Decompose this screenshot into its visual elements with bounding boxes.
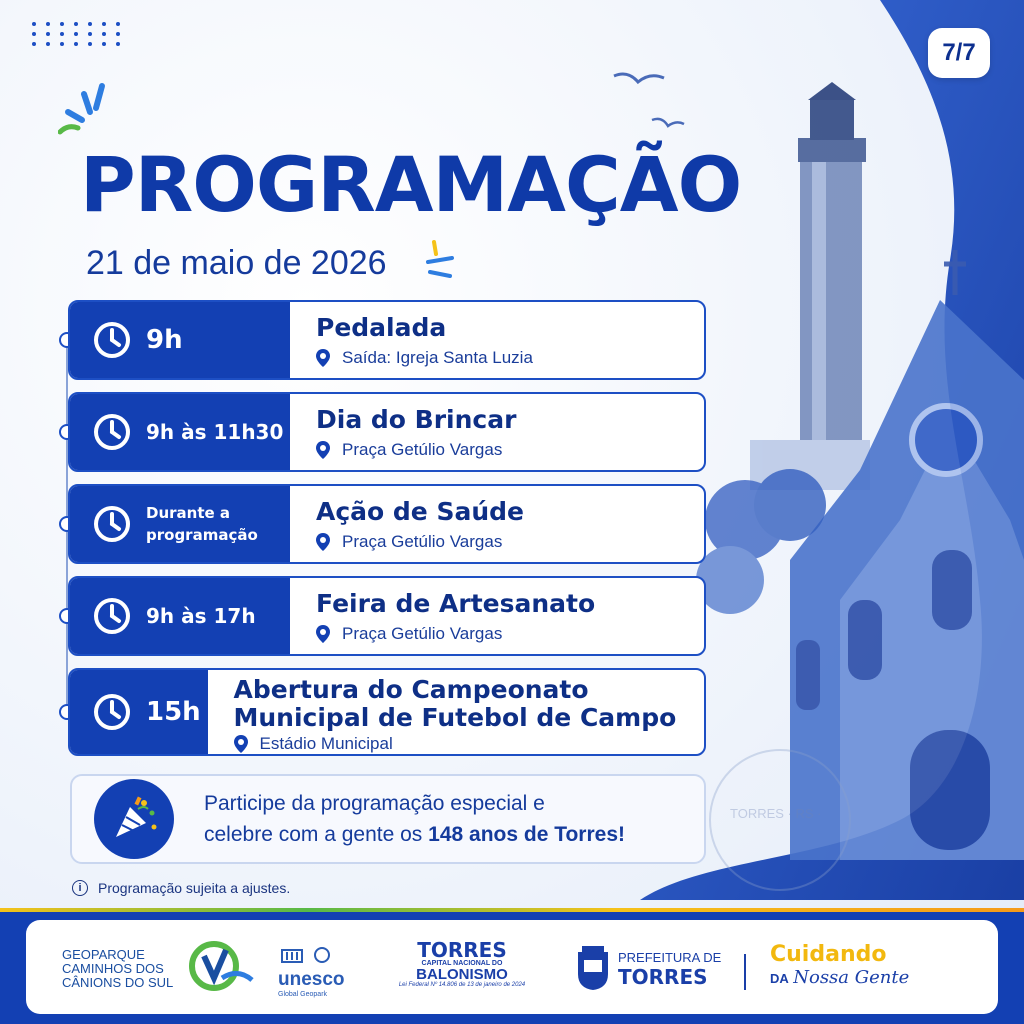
sparkle-icon: [58, 80, 118, 140]
event-location: Praça Getúlio Vargas: [316, 440, 516, 460]
event-card: [68, 300, 706, 380]
banner-line-2: celebre com a gente os 148 anos de Torres!: [204, 823, 625, 846]
footer: [0, 908, 1024, 1024]
location-pin-icon: [316, 349, 330, 367]
event-name: Ação de Saúde: [316, 497, 524, 526]
event-time: 9h: [146, 325, 183, 355]
event-time-box: [70, 578, 290, 654]
event-info: [208, 670, 705, 754]
party-popper-icon: [94, 779, 174, 859]
footer-stripe: [0, 908, 1024, 912]
event-time: 15h: [146, 697, 201, 727]
location-pin-icon: [316, 533, 330, 551]
event-location: Saída: Igreja Santa Luzia: [316, 348, 533, 368]
event-info: [290, 486, 524, 562]
clock-icon: [92, 412, 132, 452]
event-location: Praça Getúlio Vargas: [316, 624, 595, 644]
event-time-box: [70, 670, 208, 754]
event-card: [68, 484, 706, 564]
torres-balonismo-logo: TORRES CAPITAL NACIONAL DO BALONISMO Lei Federal Nº 14.806 de 13 de janeiro de 2024: [398, 938, 526, 988]
footer-logos: [26, 920, 998, 1014]
event-location: Estádio Municipal: [234, 734, 705, 754]
event-card: [68, 392, 706, 472]
info-icon: i: [72, 880, 88, 896]
location-pin-icon: [316, 625, 330, 643]
event-name: Pedalada: [316, 313, 447, 342]
location-pin-icon: [234, 735, 248, 753]
page-title: PROGRAMAÇÃO: [80, 140, 742, 229]
clock-icon: [92, 504, 132, 544]
svg-text:TORRES · RS ·: TORRES · RS ·: [730, 806, 822, 821]
disclaimer-note: i Programação sujeita a ajustes.: [72, 880, 290, 896]
logo-divider: [744, 954, 746, 990]
event-date: 21 de maio de 2026: [86, 244, 387, 282]
bird-icon: [652, 119, 684, 126]
event-name: Abertura do Campeonato Municipal de Futebol de Campo: [233, 675, 677, 732]
event-name: Dia do Brincar: [316, 405, 517, 434]
event-info: [290, 394, 516, 470]
prefeitura-logo: PREFEITURA DE TORRES: [618, 950, 722, 989]
cuidando-logo: Cuidando DA Nossa Gente: [770, 942, 910, 988]
geoparque-logo: GEOPARQUE CAMINHOS DOS CÂNIONS DO SUL: [62, 947, 174, 990]
event-time-box: [70, 486, 290, 562]
event-time: 9h às 17h: [146, 604, 256, 628]
banner-message: [204, 788, 625, 850]
event-info: [290, 302, 533, 378]
sparkle-icon: [422, 238, 462, 282]
bird-icon: [614, 74, 664, 82]
event-time: 9h às 11h30: [146, 420, 284, 444]
event-info: [290, 578, 595, 654]
event-time-box: [70, 302, 290, 378]
event-time: Durante a programação: [146, 504, 258, 544]
clock-icon: [92, 596, 132, 636]
celebration-banner: [70, 774, 706, 864]
location-pin-icon: [316, 441, 330, 459]
banner-line-1: Participe da programação especial e: [204, 792, 545, 815]
lighthouse: [750, 82, 870, 490]
event-card: [68, 576, 706, 656]
event-card: [68, 668, 706, 756]
event-time-box: [70, 394, 290, 470]
anniversary-highlight: 148 anos de Torres!: [428, 823, 625, 846]
dot-pattern: [32, 22, 130, 46]
page-indicator: 7/7: [928, 28, 990, 78]
city-crest-icon: [574, 944, 612, 992]
event-location: Praça Getúlio Vargas: [316, 532, 524, 552]
geoparque-symbol-icon: [186, 938, 258, 996]
unesco-logo: unesco Global Geopark: [278, 946, 345, 998]
clock-icon: [92, 692, 132, 732]
unesco-temple-icon: [278, 946, 338, 964]
clock-icon: [92, 320, 132, 360]
event-name: Feira de Artesanato: [316, 589, 596, 618]
